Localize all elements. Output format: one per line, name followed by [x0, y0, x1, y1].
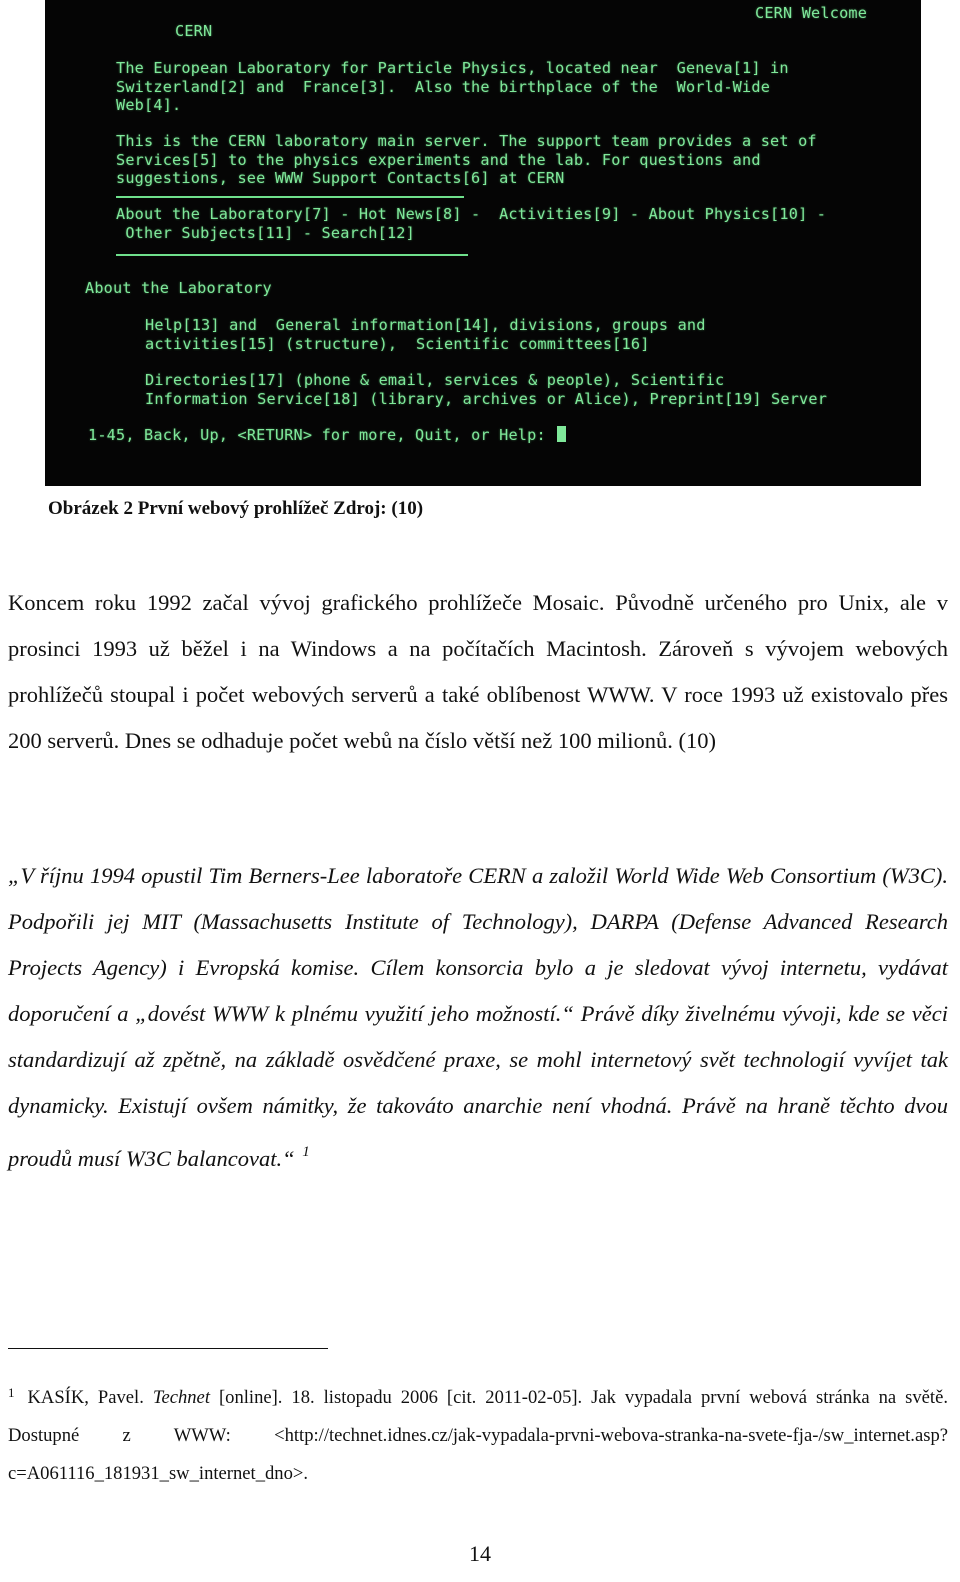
cern-browser-screenshot — [45, 0, 921, 486]
page-number: 14 — [469, 1541, 491, 1566]
quote-paragraph-w3c — [8, 853, 948, 1182]
terminal-prompt-text: 1-45, Back, Up, <RETURN> for more, Quit, or Help: — [88, 426, 556, 444]
footnote-reference: 1 — [302, 1144, 310, 1160]
terminal-menu: About the Laboratory[7] - Hot News[8] - Activities[9] - About Physics[10] - Other Subjects[11] - Search[12] — [116, 205, 827, 242]
footnote — [8, 1374, 948, 1493]
footnote-number: 1 — [8, 1385, 15, 1400]
footnote-separator — [8, 1348, 328, 1349]
terminal-prompt — [88, 426, 566, 445]
terminal-section-heading: About the Laboratory — [85, 279, 272, 297]
terminal-directories: Directories[17] (phone & email, services & people), Scientific Information Service[18] (library, archives or Alice), Preprint[19] Server — [145, 371, 828, 408]
terminal-window-label: CERN Welcome — [755, 4, 868, 22]
footnote-author: KASÍK, Pavel. — [27, 1387, 144, 1408]
terminal-rule-top — [116, 196, 464, 198]
terminal-cursor — [557, 426, 566, 442]
quote-text: „V říjnu 1994 opustil Tim Berners-Lee laboratoře CERN a založil World Wide Web Consortium (W3C). Podpořili jej MIT (Massachusetts Institute of Technology), DARPA (Defense Advanced Research Projects Agency) i Evropská komise. Cílem konsorcia bylo a je sledovat vývoj internetu, vydávat doporučení a „dovést WWW k plnému využití jeho možností.“ Právě díky živelnému vývoji, kde se věci standardizují až zpětně, na základě osvědčené praxe, se mohl internetový svět technologií vyvíjet tak dynamicky. Existují ovšem námitky, že takováto anarchie není vhodná. Právě na hraně těchto dvou proudů musí W3C balancovat.“ — [8, 863, 948, 1171]
terminal-help-links: Help[13] and General information[14], divisions, groups and activities[15] (structure), Scientific committees[16] — [145, 316, 706, 353]
footnote-source: Technet — [152, 1387, 210, 1408]
terminal-intro: The European Laboratory for Particle Physics, located near Geneva[1] in Switzerland[2] and France[3]. Also the birthplace of the World-Wide Web[4]. — [116, 59, 789, 115]
terminal-server-info: This is the CERN laboratory main server. The support team provides a set of Services[5] to the physics experiments and the lab. For questions and suggestions, see WWW Support Contacts[6] at CERN — [116, 132, 817, 188]
footnote-citation: [online]. 18. listopadu 2006 [cit. 2011-02-05]. Jak vypadala první webová stránka na světě. Dostupné z WWW: <http://technet.idnes.cz/jak-vypadala-prvni-webova-stranka-na-svete-fja-/sw_internet.asp?c=A061116_181931_sw_internet_dno>. — [8, 1387, 948, 1484]
body-paragraph-mosaic: Koncem roku 1992 začal vývoj grafického prohlížeče Mosaic. Původně určeného pro Unix, ale v prosinci 1993 už běžel i na Windows a na počítačích Macintosh. Zároveň s vývojem webových prohlížečů stoupal i počet webových serverů a také oblíbenost WWW. V roce 1993 už existovalo přes 200 serverů. Dnes se odhaduje počet webů na číslo větší než 100 milionů. (10) — [8, 590, 948, 753]
terminal-rule-bottom — [116, 254, 468, 256]
figure-caption: Obrázek 2 První webový prohlížeč Zdroj: (10) — [48, 498, 424, 519]
terminal-title: CERN — [175, 22, 213, 40]
